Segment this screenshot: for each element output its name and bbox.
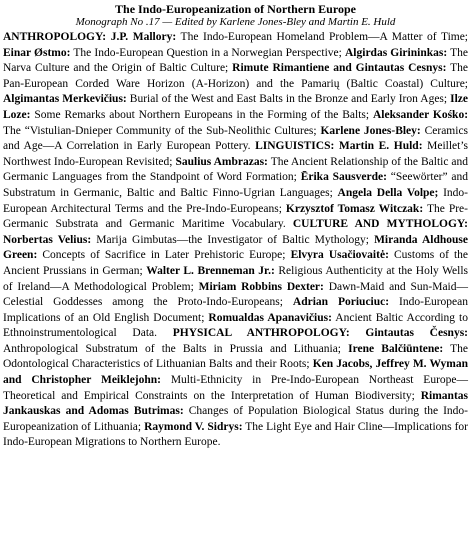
author-name: Walter L. Brenneman Jr.:	[146, 264, 275, 277]
article-title: The Light Eye and Hair Cline—Implications for Indo-European Migrations to Northern Europe.	[3, 420, 469, 449]
page-subtitle: Monograph No .17 — Edited by Karlene Jones-Bley and Martin E. Huld	[75, 16, 396, 28]
article-title: Some Remarks about Northern Europeans in the Forming of the Balts;	[34, 108, 370, 121]
article-title: The Pan-European Corded Ware Horizon (A-Horizon) and the Pamarių (Baltic Coastal) Culture;	[3, 62, 469, 90]
article-title: Multi-Ethnicity in Pre-Indo-European Northeast Europe—Theoretical and Empirical Constraints on the Interpretation of Human Biodiversity;	[3, 374, 468, 402]
article-title: Indo-European Implications of an Old English Document;	[3, 296, 469, 324]
author-name: Saulius Ambrazas:	[175, 155, 268, 168]
contents-paragraph	[3, 30, 468, 451]
article-title: The Odontological Characteristics of Lithuanian Balts and their Roots;	[3, 342, 469, 371]
article-title: The “Vistulian-Dnieper Community of the Sub-Neolithic Cultures;	[3, 124, 317, 137]
page-title: The Indo-Europeanization of Northern Europe	[115, 2, 356, 16]
article-title: Changes of Population Biological Status during the Indo-Europeanization of Lithuania;	[3, 405, 469, 433]
author-name: Miriam Robbins Dexter:	[198, 280, 324, 293]
author-name: Ērika Sausverde:	[300, 171, 387, 184]
author-name: Ilze Loze:	[3, 93, 469, 121]
author-name: Norbertas Velius:	[3, 233, 92, 246]
section-heading: PHYSICAL ANTHROPOLOGY:	[172, 327, 350, 340]
section-heading: CULTURE AND MYTHOLOGY:	[292, 218, 468, 231]
article-title: The Narva Culture and the Origin of Baltic Culture;	[3, 46, 468, 75]
article-title: Marija Gimbutas—the Investigator of Baltic Mythology;	[96, 233, 369, 246]
article-title: Dawn-Maid and Sun-Maid—Celestial Goddesses among the Proto-Indo-Europeans;	[3, 280, 469, 309]
author-name: Angela Della Volpe;	[337, 186, 439, 199]
author-name: Rimute Rimantiene and Gintautas Cesnys:	[232, 62, 447, 75]
article-title: Ancient Baltic According to Ethnoinstrumentological Data.	[3, 311, 469, 340]
author-name: Ken Jacobs, Jeffrey M. Wyman and Christopher Meiklejohn:	[3, 358, 468, 387]
section-heading: LINGUISTICS:	[255, 140, 335, 153]
article-title: Customs of the Ancient Prussians in German;	[3, 249, 469, 277]
author-name: Aleksander Kośko:	[372, 108, 469, 121]
author-name: Adrian Poriuciuc:	[292, 296, 390, 309]
author-name: Algimantas Merkevičius:	[3, 93, 127, 106]
author-name: Gintautas Česnys:	[365, 327, 469, 340]
author-name: Karlene Jones-Bley:	[320, 124, 421, 137]
author-name: J.P. Mallory:	[110, 31, 177, 43]
article-title: Concepts of Sacrifice in Later Prehistoric Europe;	[42, 249, 286, 262]
article-title: “Seewörter” and Substratum in Germanic, Baltic and Baltic Finno-Ugrian Languages;	[3, 171, 469, 199]
article-title: Burial of the West and East Balts in the Bronze and Early Iron Ages;	[129, 93, 448, 106]
section-heading: ANTHROPOLOGY:	[3, 31, 107, 43]
article-title: The Ancient Relationship of the Baltic and Germanic Languages from the Standpoint of Word Formation;	[3, 155, 469, 184]
article-title: Meillet’s Northwest Indo-European Revisited;	[3, 140, 469, 168]
article-title: The Indo-European Question in a Norwegian Perspective;	[73, 46, 342, 59]
author-name: Miranda Aldhouse Green:	[3, 233, 469, 262]
author-name: Romualdas Apanavičius:	[208, 311, 332, 324]
author-name: Raymond V. Sidrys:	[144, 420, 243, 433]
author-name: Einar Østmo:	[3, 46, 71, 59]
author-name: Martin E. Huld:	[338, 140, 423, 153]
article-title: Religious Authenticity at the Holy Wells of Ireland—A Methodological Problem;	[3, 264, 469, 293]
article-title: Anthropological Substratum of the Balts in Prussia and Lithuania;	[3, 342, 342, 355]
author-name: Elvyra Usačiovaitė:	[290, 249, 389, 262]
author-name: Algirdas Girininkas:	[345, 46, 448, 59]
article-title: Indo-European Architectural Terms and the Pre-Indo-Europeans;	[3, 186, 469, 215]
author-name: Rimantas Jankauskas and Adomas Butrimas:	[3, 389, 468, 418]
article-title: The Pre-Germanic Substrata and Germanic Maritime Vocabulary.	[3, 202, 468, 231]
article-title: The Indo-European Homeland Problem—A Matter of Time;	[180, 31, 469, 43]
author-name: Krzysztof Tomasz Witczak:	[285, 202, 424, 215]
author-name: Irene Balčiūntene:	[348, 342, 444, 355]
article-title: Ceramics and Age—A Correlation in Early European Pottery.	[3, 124, 469, 153]
